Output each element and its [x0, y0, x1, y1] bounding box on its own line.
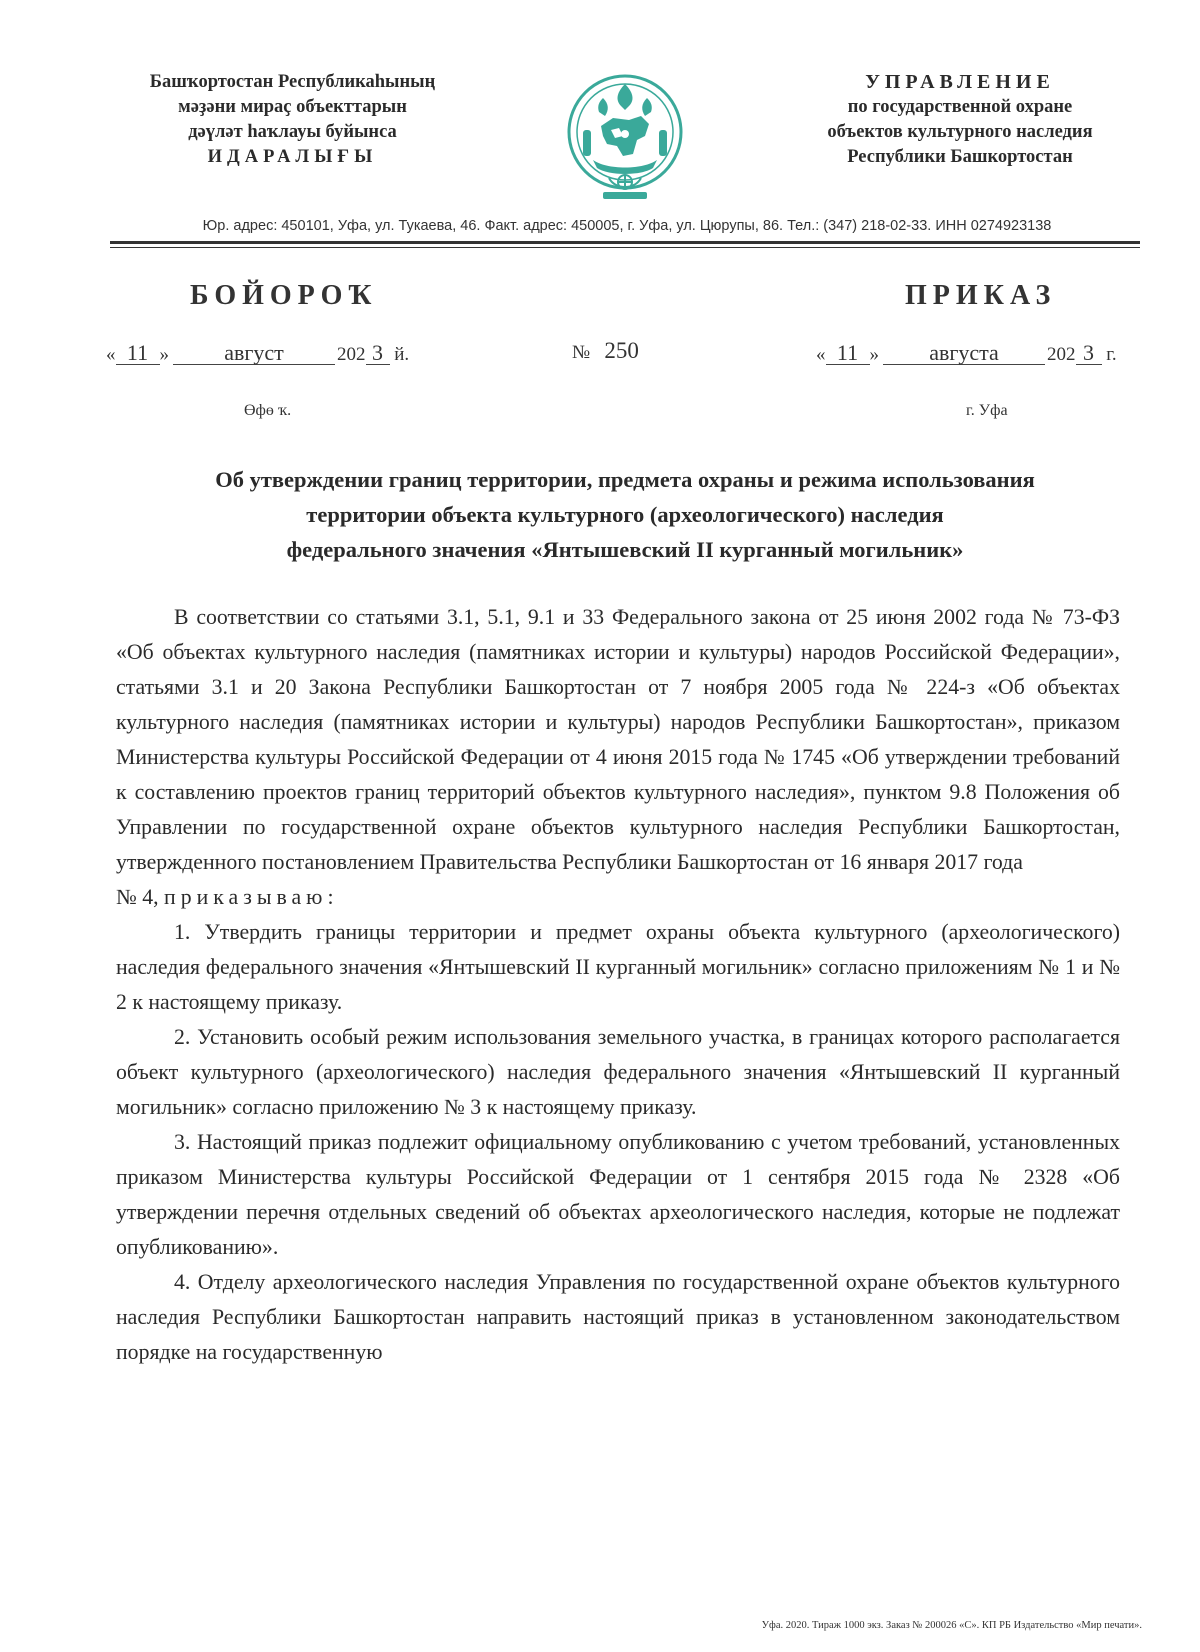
dateline-right-year-prefix: 202 [1047, 344, 1076, 365]
title-line-2: территории объекта культурного (археологического) наследия [306, 502, 944, 527]
place-russian: г. Уфа [966, 402, 1008, 419]
header-right-line-2: по государственной охране [847, 97, 1073, 117]
intro-paragraph: В соответствии со статьями 3.1, 5.1, 9.1 и 33 Федерального закона от 25 июня 2002 года № 73-ФЗ «Об объектах культурного наследия (памятниках истории и культуры) народов Российской Федерации», статьями 3.1 и 20 Закона Республики Башкортостан от 7 ноября 2005 года № 224-з «Об объектах культурного наследия (памятниках истории и культуры) народов Республики Башкортостан», приказом Министерства культуры Российской Федерации от 4 июня 2015 года № 1745 «Об утверждении требований к составлению проектов границ территорий объектов культурного наследия», пунктом 9.8 Положения об Управлении по государственной охране объектов культурного наследия Республики Башкортостан, утвержденного постановлением Правительства Республики Башкортостан от 16 января 2017 года [116, 605, 1120, 874]
dateline-left-day: 11 [116, 342, 160, 365]
dateline-right-day: 11 [826, 342, 870, 365]
dateline-left-suffix: й. [394, 344, 410, 365]
emblem-icon [563, 70, 688, 205]
header-left-block [100, 70, 485, 170]
header-left-line-2: мәҙәни мираҫ объекттарын [178, 97, 407, 117]
dateline-left-month: август [173, 342, 335, 365]
title-line-3: федерального значения «Янтышевский II курганный могильник» [286, 537, 964, 562]
header-right-line-3: объектов культурного наследия [827, 122, 1093, 142]
print-footer: Уфа. 2020. Тираж 1000 экз. Заказ № 200026 «С». КП РБ Издательство «Мир печати». [761, 1620, 1142, 1631]
dateline-right: « 11 » августа 202 3 г. [816, 340, 1117, 365]
item-1: 1. Утвердить границы территории и предмет охраны объекта культурного (археологического) наследия федерального значения «Янтышевский II курганный могильник» согласно приложениям № 1 и № 2 к настоящему приказу. [116, 920, 1120, 1014]
dateline-right-suffix: г. [1106, 344, 1117, 365]
dateline-left: « 11 » август 202 3 й. [106, 340, 410, 365]
header-left-line-1: Башҡортостан Республикаһының [149, 72, 436, 92]
document-title [110, 462, 1140, 567]
header-left-line-3: дәүләт һаҡлауы буйынса [188, 122, 397, 142]
dateline-right-year-digit: 3 [1076, 342, 1102, 365]
header-right-line-1: УПРАВЛЕНИЕ [865, 71, 1055, 93]
order-number-label: № [572, 342, 591, 363]
item-2: 2. Установить особый режим использования земельного участка, в границах которого располагается объект культурного (археологического) наследия федерального значения «Янтышевский II курганный могильник» согласно приложению № 3 к настоящему приказу. [116, 1025, 1120, 1119]
item-3: 3. Настоящий приказ подлежит официальному опубликованию с учетом требований, установленных приказом Министерства культуры Российской Федерации от 1 сентября 2015 года № 2328 «Об утверждении перечня отдельных сведений об объектах археологического наследия, которые не подлежат опубликованию». [116, 1130, 1120, 1259]
doc-type-russian: ПРИКАЗ [905, 280, 1057, 311]
header-divider-thin [110, 247, 1140, 248]
doc-type-bashkir: БОЙОРОҠ [190, 280, 378, 311]
order-colon: : [327, 885, 334, 909]
header-left-line-4: ИДАРАЛЫҒЫ [207, 147, 378, 167]
document-body [116, 600, 1120, 1370]
header-right-line-4: Республики Башкортостан [847, 147, 1073, 167]
header-divider-thick [110, 241, 1140, 244]
place-bashkir: Өфө ҡ. [244, 402, 292, 419]
address-line: Юр. адрес: 450101, Уфа, ул. Тукаева, 46. Факт. адрес: 450005, г. Уфа, ул. Цюрупы, 86. Тел.: (347) 218-02-33. ИНН 0274923138 [202, 218, 1052, 234]
dateline-left-year-prefix: 202 [337, 344, 366, 365]
order-line [116, 880, 1120, 915]
header-right-block [780, 70, 1140, 170]
order-number [572, 338, 639, 364]
order-number-value: 250 [604, 338, 639, 363]
order-line-prefix: № 4, [116, 885, 165, 909]
dateline-right-month: августа [883, 342, 1045, 365]
item-4: 4. Отделу археологического наследия Управления по государственной охране объектов культурного наследия Республики Башкортостан направить настоящий приказ в установленном законодательством порядке на государственную [116, 1270, 1120, 1364]
title-line-1: Об утверждении границ территории, предмета охраны и режима использования [215, 467, 1035, 492]
order-word: приказываю [164, 885, 328, 909]
dateline-left-year-digit: 3 [366, 342, 390, 365]
